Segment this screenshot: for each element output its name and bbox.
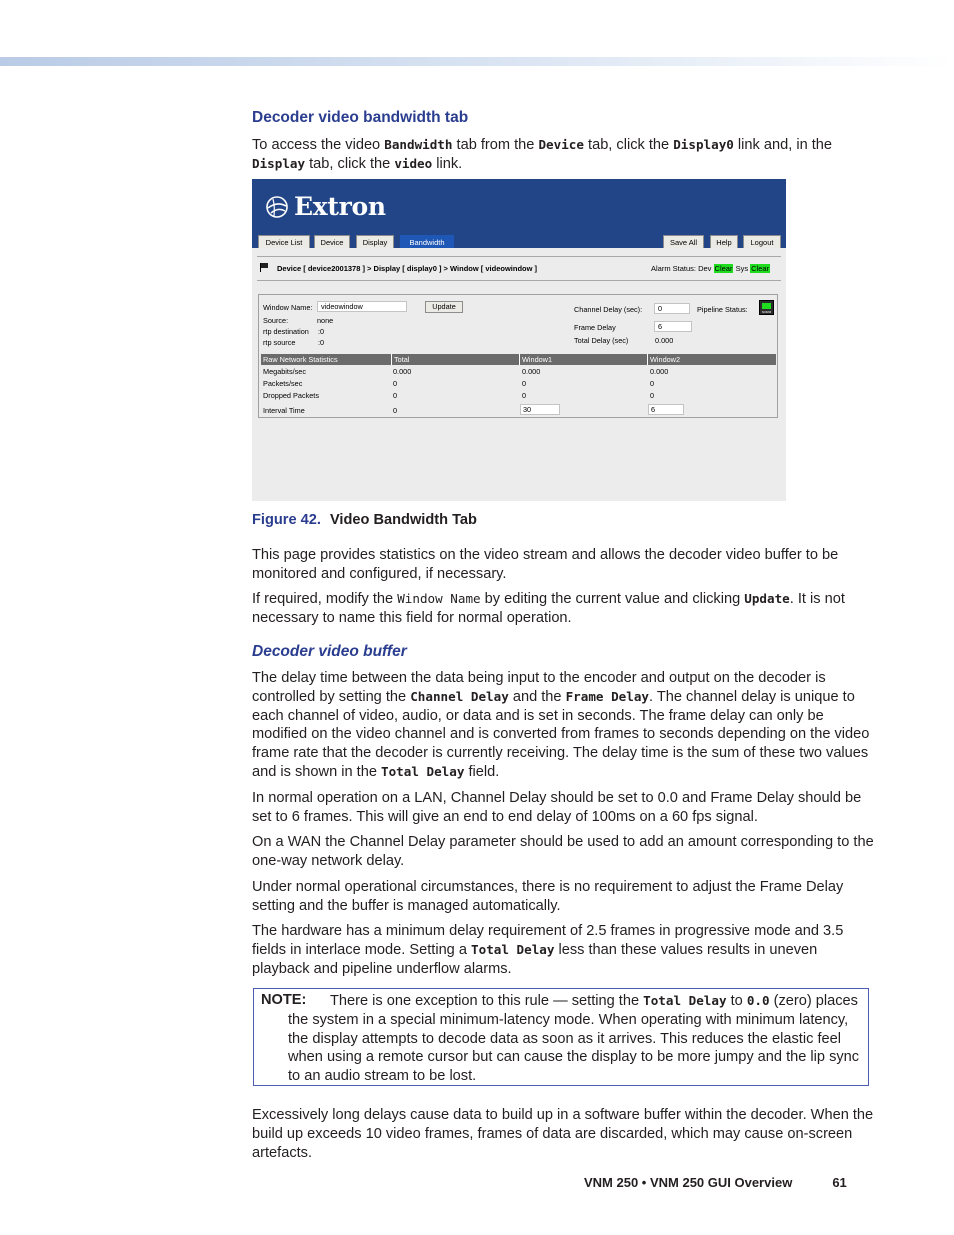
table-row: Megabits/sec 0.000 0.000 0.000: [263, 367, 669, 376]
paragraph: On a WAN the Channel Delay parameter should be used to add an amount corresponding to the one-way network delay.: [252, 834, 874, 869]
network-stats-table: [261, 354, 776, 416]
update-button[interactable]: Update: [425, 301, 463, 313]
window1-interval-input[interactable]: 30: [520, 404, 560, 415]
rtp-source-value: :0: [318, 338, 325, 347]
window-settings-panel: Window Name: videowindow Update Source: none rtp destination :0 rtp source :0 Channel Delay (sec): 0 Frame Delay 6 Total Delay (sec) 0.000 Pipeline Status: NORM Raw Network Statistics Total Window1 Window2 Megabits/sec 0.000 0.000 0.000 Packets/sec 0 0 0 Dropped Packets 0 0 0 Interval Time 0 30 6: [258, 294, 778, 418]
inline-code: Window Name: [397, 591, 481, 606]
save-all-button[interactable]: Save All: [663, 235, 704, 248]
paragraph: Excessively long delays cause data to build up in a software buffer within the decoder. When the build up exceeds 10 video frames, frames of data are discarded, which may cause on-screen artefacts.: [252, 1107, 874, 1161]
source-value: none: [317, 316, 334, 325]
pipeline-status-icon: NORM: [759, 300, 774, 315]
dev-alarm-badge: Clear: [714, 264, 733, 273]
extron-globe-icon: [265, 195, 289, 219]
table-row: Interval Time 0 30 6: [261, 404, 776, 416]
inline-code: video: [394, 155, 433, 171]
channel-delay-input[interactable]: 0: [654, 303, 690, 314]
page-footer: [584, 1175, 847, 1190]
table-row: Packets/sec 0 0 0: [263, 379, 655, 388]
inline-code: Total Delay: [381, 763, 465, 779]
paragraph: This page provides statistics on the video stream and allows the decoder video buffer to be monitored and configured, if necessary.: [252, 547, 839, 582]
footer-title: VNM 250 • VNM 250 GUI Overview: [584, 1175, 793, 1190]
inline-code: Bandwidth: [384, 137, 453, 152]
subsection-heading: Decoder video buffer: [252, 643, 407, 660]
inline-code: Device: [538, 137, 584, 152]
window2-interval-input[interactable]: 6: [648, 404, 684, 415]
inline-code: Channel Delay: [410, 688, 509, 704]
logout-button[interactable]: Logout: [743, 235, 781, 248]
note-box: [253, 988, 869, 1086]
inline-code: Total Delay: [471, 941, 555, 957]
tab-display[interactable]: Display: [356, 235, 394, 248]
section-heading: Decoder video bandwidth tab: [252, 109, 469, 126]
page-number: 61: [832, 1175, 847, 1190]
alarm-status: Alarm Status: Dev Clear Sys Clear: [651, 264, 770, 273]
rtp-destination-value: :0: [318, 327, 325, 336]
header-gradient-bar: [0, 57, 954, 66]
paragraph: In normal operation on a LAN, Channel Delay should be set to 0.0 and Frame Delay should be set to 6 frames. This will give an end to end delay of 100ms on a 60 fps signal.: [252, 790, 862, 825]
intro-paragraph: To access the video Bandwidth tab from the Device tab, click the Display0 link and, in the Display tab, click the video link.: [252, 137, 833, 172]
note-label: NOTE:: [261, 992, 307, 1008]
bandwidth-tab-screenshot: [252, 179, 786, 501]
breadcrumb[interactable]: Device [ device2001378 ] > Display [ display0 ] > Window [ videowindow ]: [277, 264, 538, 273]
tab-device-list[interactable]: Device List: [258, 235, 310, 248]
table-header: Raw Network Statistics Total Window1 Window2: [261, 354, 776, 365]
inline-code: Total Delay: [643, 993, 727, 1008]
extron-logo: Extron: [265, 192, 386, 221]
paragraph: Under normal operational circumstances, there is no requirement to adjust the Frame Delay setting and the buffer is managed automatically.: [252, 879, 844, 914]
tab-bandwidth[interactable]: Bandwidth: [400, 235, 454, 248]
paragraph: If required, modify the Window Name by editing the current value and clicking Update. It is not necessary to name this field for normal operation.: [252, 591, 845, 626]
tab-device[interactable]: Device: [314, 235, 350, 248]
window-name-input[interactable]: videowindow: [317, 301, 407, 312]
gui-header: [252, 179, 786, 248]
inline-code: Update: [744, 591, 790, 606]
help-button[interactable]: Help: [710, 235, 738, 248]
inline-code: Display: [252, 155, 306, 171]
window-name-label: Window Name:: [263, 303, 313, 312]
flag-icon: [260, 263, 268, 272]
paragraph: The delay time between the data being input to the encoder and output on the decoder is controlled by setting the Channel Delay and the Frame Delay. The channel delay is unique to each channel of video, audio, or data and is set in seconds. The frame delay can only be modified on the video channel and is converted from frames to seconds depending on the video frame rate that the decoder is currently receiving. The delay time is the sum of these two values and is shown in the Total Delay field.: [252, 670, 870, 780]
figure-caption: Figure 42. Video Bandwidth Tab: [252, 512, 477, 528]
breadcrumb-bar: [257, 256, 781, 281]
inline-code: Display0: [673, 137, 734, 152]
sys-alarm-badge: Clear: [751, 264, 770, 273]
table-row: Dropped Packets 0 0 0: [263, 391, 655, 400]
total-delay-value: 0.000: [655, 336, 674, 345]
inline-code: 0.0: [746, 993, 770, 1008]
inline-code: Frame Delay: [565, 688, 649, 704]
paragraph: The hardware has a minimum delay requirement of 2.5 frames in progressive mode and 3.5 fields in interlace mode. Setting a Total Delay less than these values results in uneven playback and pipeline underflow alarms.: [252, 923, 844, 977]
note-text: There is one exception to this rule — setting the Total Delay to 0.0 (zero) places the system in a special minimum-latency mode. When operating with minimum latency, the display attempts to decode data as soon as it arrives. This reduces the elastic feel when using a remote cursor but can cause the display to be more jumpy and the lip sync to an audio stream to be lost.: [288, 993, 860, 1085]
frame-delay-input[interactable]: 6: [654, 321, 692, 332]
